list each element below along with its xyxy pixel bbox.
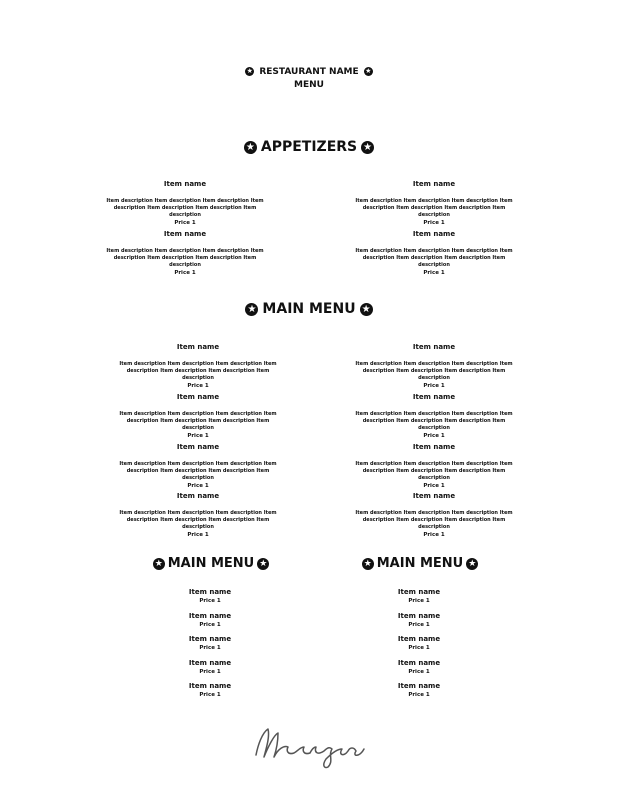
appetizers-title-text: APPETIZERS: [260, 139, 358, 155]
item-price: Price 1: [199, 622, 221, 628]
item-price: Price 1: [408, 622, 430, 628]
menu-item: [113, 342, 283, 390]
item-name: Item name: [397, 659, 441, 667]
item-name: Item name: [412, 492, 456, 500]
item-description: [349, 248, 519, 269]
menu-item: [113, 491, 283, 539]
item-description-line: Item description Item description Item description Item: [106, 198, 264, 204]
item-name: Item name: [188, 635, 232, 643]
item-description: [113, 361, 283, 382]
item-description: [349, 461, 519, 482]
main-menu-left-title-text: MAIN MENU: [167, 556, 255, 571]
item-description-line: description Item description Item description Item description: [126, 468, 270, 481]
item-price: Price 1: [174, 270, 196, 276]
item-price: Price 1: [423, 532, 445, 538]
menu-item: [113, 442, 283, 490]
simple-item: [150, 659, 270, 677]
star-icon: ★: [365, 67, 372, 75]
main-menu-title: [0, 300, 618, 318]
menugo-logo: [248, 715, 372, 771]
item-description-line: Item description Item description Item description Item: [106, 248, 264, 254]
item-price: Price 1: [174, 220, 196, 226]
item-price: Price 1: [199, 669, 221, 675]
star-icon: ★: [244, 141, 257, 154]
restaurant-header: [0, 66, 618, 92]
item-name: Item name: [188, 659, 232, 667]
star-icon: ★: [245, 303, 258, 316]
item-price: Price 1: [423, 383, 445, 389]
item-name: Item name: [412, 393, 456, 401]
item-description: [349, 361, 519, 382]
simple-item: [359, 659, 479, 677]
item-description-line: description Item description Item description Item description: [362, 255, 506, 268]
item-price: Price 1: [199, 645, 221, 651]
item-name: Item name: [163, 180, 207, 188]
item-description: [113, 461, 283, 482]
item-description-line: description Item description Item description Item description: [362, 368, 506, 381]
star-icon: ★: [361, 141, 374, 154]
simple-item: [359, 588, 479, 606]
item-name: Item name: [176, 492, 220, 500]
item-name: Item name: [397, 682, 441, 690]
item-price: Price 1: [199, 598, 221, 604]
item-description-line: Item description Item description Item description Item: [355, 248, 513, 254]
item-price: Price 1: [423, 483, 445, 489]
item-description: [349, 411, 519, 432]
appetizers-title: [0, 138, 618, 156]
simple-item: [359, 612, 479, 630]
item-price: Price 1: [187, 383, 209, 389]
item-price: Price 1: [423, 220, 445, 226]
item-name: Item name: [163, 230, 207, 238]
item-description-line: description Item description Item description Item description: [362, 205, 506, 218]
star-icon: ★: [154, 558, 163, 569]
menu-item: [349, 392, 519, 440]
item-name: Item name: [412, 230, 456, 238]
menu-item: [100, 229, 270, 277]
item-description-line: description Item description Item description Item description: [113, 205, 257, 218]
item-description-line: description Item description Item description Item description: [126, 517, 270, 530]
simple-item: [359, 682, 479, 700]
item-description: [113, 411, 283, 432]
menu-label: MENU: [294, 80, 324, 90]
item-description-line: description Item description Item description Item description: [113, 255, 257, 268]
main-menu-title-text: MAIN MENU: [262, 301, 356, 317]
item-name: Item name: [176, 443, 220, 451]
item-price: Price 1: [408, 645, 430, 651]
item-description-line: Item description Item description Item description Item: [355, 361, 513, 367]
menu-item: [113, 392, 283, 440]
item-description-line: description Item description Item description Item description: [362, 517, 506, 530]
item-price: Price 1: [408, 598, 430, 604]
item-name: Item name: [397, 635, 441, 643]
item-name: Item name: [397, 612, 441, 620]
item-price: Price 1: [187, 483, 209, 489]
item-name: Item name: [176, 343, 220, 351]
item-description: [349, 198, 519, 219]
item-description-line: Item description Item description Item description Item: [355, 510, 513, 516]
simple-item: [359, 635, 479, 653]
restaurant-name: RESTAURANT NAME: [259, 67, 359, 77]
item-description: [113, 510, 283, 531]
item-name: Item name: [176, 393, 220, 401]
item-description-line: description Item description Item description Item description: [362, 468, 506, 481]
item-name: Item name: [412, 180, 456, 188]
item-description: [349, 510, 519, 531]
item-description-line: Item description Item description Item description Item: [119, 361, 277, 367]
menu-item: [100, 179, 270, 227]
item-price: Price 1: [423, 433, 445, 439]
item-description-line: Item description Item description Item description Item: [119, 461, 277, 467]
item-price: Price 1: [408, 692, 430, 698]
item-name: Item name: [412, 443, 456, 451]
item-description-line: Item description Item description Item description Item: [119, 510, 277, 516]
item-name: Item name: [397, 588, 441, 596]
menu-item: [349, 491, 519, 539]
main-menu-right-title-text: MAIN MENU: [376, 556, 464, 571]
item-price: Price 1: [199, 692, 221, 698]
item-description: [100, 248, 270, 269]
item-price: Price 1: [187, 433, 209, 439]
item-description-line: description Item description Item description Item description: [126, 368, 270, 381]
item-description-line: Item description Item description Item description Item: [355, 461, 513, 467]
main-menu-right-title: [320, 555, 520, 573]
menu-item: [349, 342, 519, 390]
star-icon: ★: [360, 303, 373, 316]
item-description-line: Item description Item description Item description Item: [355, 411, 513, 417]
star-icon: ★: [259, 558, 268, 569]
simple-item: [150, 682, 270, 700]
star-icon: ★: [246, 67, 253, 75]
menu-item: [349, 442, 519, 490]
simple-item: [150, 612, 270, 630]
item-name: Item name: [188, 682, 232, 690]
item-price: Price 1: [187, 532, 209, 538]
item-description: [100, 198, 270, 219]
item-name: Item name: [188, 612, 232, 620]
main-menu-left-title: [111, 555, 311, 573]
item-description-line: Item description Item description Item description Item: [119, 411, 277, 417]
menu-item: [349, 179, 519, 227]
item-name: Item name: [188, 588, 232, 596]
item-description-line: Item description Item description Item description Item: [355, 198, 513, 204]
item-description-line: description Item description Item description Item description: [126, 418, 270, 431]
star-icon: ★: [363, 558, 372, 569]
menu-item: [349, 229, 519, 277]
star-icon: ★: [468, 558, 477, 569]
item-description-line: description Item description Item description Item description: [362, 418, 506, 431]
simple-item: [150, 588, 270, 606]
item-name: Item name: [412, 343, 456, 351]
item-price: Price 1: [423, 270, 445, 276]
simple-item: [150, 635, 270, 653]
item-price: Price 1: [408, 669, 430, 675]
